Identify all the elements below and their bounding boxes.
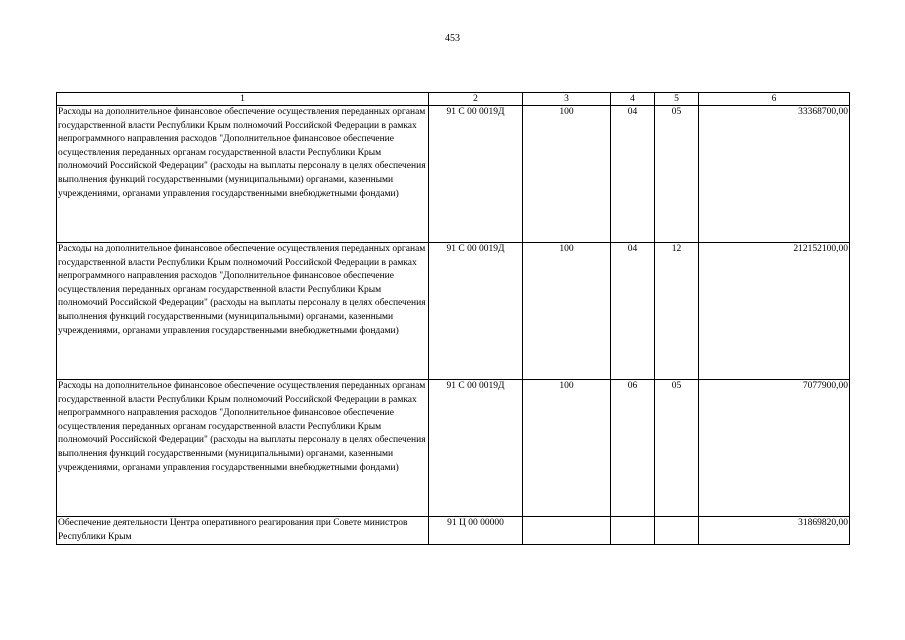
- section-code: 04: [611, 106, 655, 243]
- section-code: 04: [611, 243, 655, 380]
- subsection-code: [655, 517, 699, 545]
- column-header-1: 1: [57, 93, 429, 106]
- table-row: [57, 106, 850, 243]
- column-header-6: 6: [699, 93, 850, 106]
- table-row: [57, 517, 850, 545]
- subsection-code: 05: [655, 380, 699, 517]
- page-number: 453: [445, 33, 460, 44]
- target-code: 91 С 00 0019Д: [429, 380, 523, 517]
- amount: 33368700,00: [699, 106, 850, 243]
- amount: 31869820,00: [699, 517, 850, 545]
- subsection-code: 12: [655, 243, 699, 380]
- section-code: [611, 517, 655, 545]
- expense-name: Расходы на дополнительное финансовое обеспечение осуществления переданных органам государственной власти Республики Крым полномочий Российской Федерации в рамках непрограммного направления расходов "Дополнительное финансовое обеспечение осуществления переданных органам государственной власти Республики Крым полномочий Российской Федерации" (расходы на выплаты персоналу в целях обеспечения выполнения функций государственными (муниципальными) органами, казенными учреждениями, органами управления государственными внебюджетными фондами): [57, 243, 429, 380]
- amount: 7077900,00: [699, 380, 850, 517]
- column-header-3: 3: [523, 93, 611, 106]
- expense-type-code: [523, 517, 611, 545]
- table-header-row: [57, 93, 850, 106]
- column-header-4: 4: [611, 93, 655, 106]
- target-code: 91 С 00 0019Д: [429, 106, 523, 243]
- table-row: [57, 243, 850, 380]
- subsection-code: 05: [655, 106, 699, 243]
- target-code: 91 Ц 00 00000: [429, 517, 523, 545]
- budget-table: [56, 92, 850, 545]
- section-code: 06: [611, 380, 655, 517]
- target-code: 91 С 00 0019Д: [429, 243, 523, 380]
- column-header-5: 5: [655, 93, 699, 106]
- table-row: [57, 380, 850, 517]
- expense-type-code: 100: [523, 106, 611, 243]
- amount: 212152100,00: [699, 243, 850, 380]
- expense-name: Расходы на дополнительное финансовое обеспечение осуществления переданных органам государственной власти Республики Крым полномочий Российской Федерации в рамках непрограммного направления расходов "Дополнительное финансовое обеспечение осуществления переданных органам государственной власти Республики Крым полномочий Российской Федерации" (расходы на выплаты персоналу в целях обеспечения выполнения функций государственными (муниципальными) органами, казенными учреждениями, органами управления государственными внебюджетными фондами): [57, 380, 429, 517]
- expense-type-code: 100: [523, 380, 611, 517]
- expense-type-code: 100: [523, 243, 611, 380]
- expense-name: Обеспечение деятельности Центра оперативного реагирования при Совете министров Республики Крым: [57, 517, 429, 545]
- expense-name: Расходы на дополнительное финансовое обеспечение осуществления переданных органам государственной власти Республики Крым полномочий Российской Федерации в рамках непрограммного направления расходов "Дополнительное финансовое обеспечение осуществления переданных органам государственной власти Республики Крым полномочий Российской Федерации" (расходы на выплаты персоналу в целях обеспечения выполнения функций государственными (муниципальными) органами, казенными учреждениями, органами управления государственными внебюджетными фондами): [57, 106, 429, 243]
- column-header-2: 2: [429, 93, 523, 106]
